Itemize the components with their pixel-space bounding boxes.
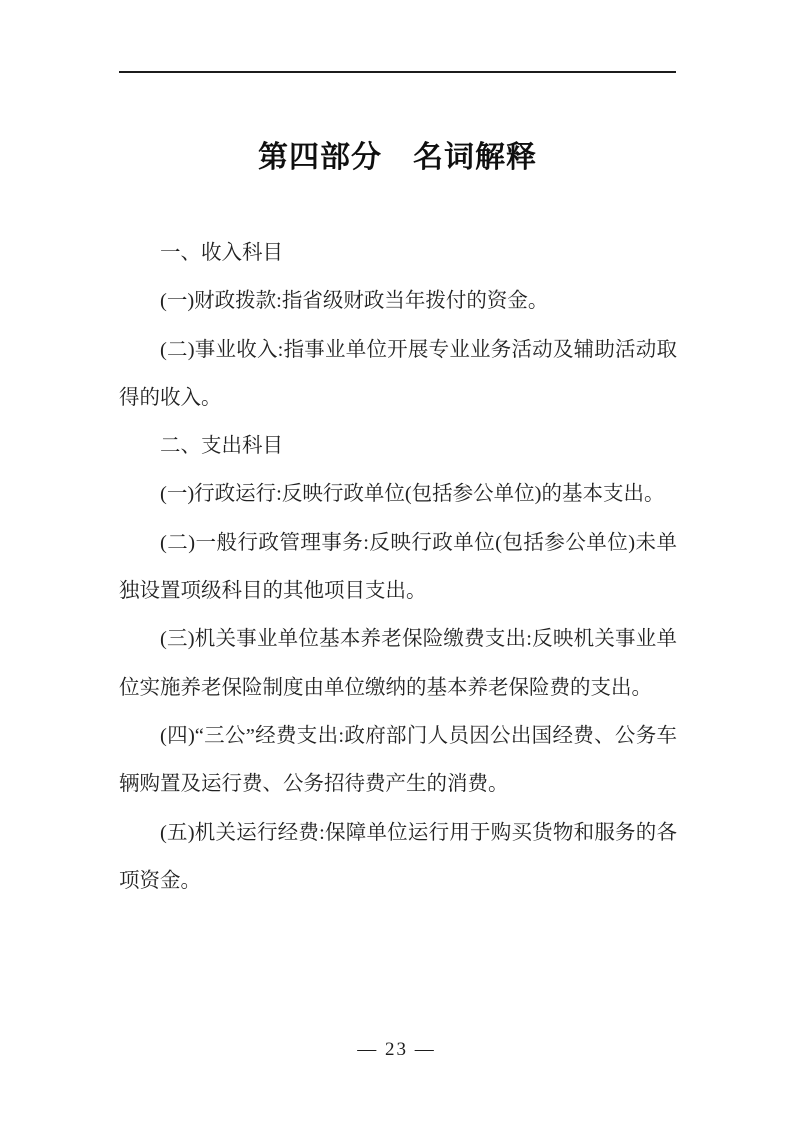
paragraph-heading-expenditure: 二、支出科目 — [160, 435, 283, 458]
paragraph-administrative-operation: (一)行政运行:反映行政单位(包括参公单位)的基本支出。 — [160, 483, 665, 506]
page-number: — 23 — — [357, 1039, 436, 1060]
paragraph-agency-operation-funds: (五)机关运行经费:保障单位运行用于购买货物和服务的各项资金。 — [119, 821, 677, 892]
document-body — [119, 229, 677, 905]
header-divider-line — [119, 71, 676, 73]
paragraph-operational-income: (二)事业收入:指事业单位开展专业业务活动及辅助活动取得的收入。 — [119, 338, 677, 409]
page-footer — [0, 1036, 793, 1064]
page-title: 第四部分 名词解释 — [258, 141, 537, 174]
paragraph-fiscal-appropriation: (一)财政拨款:指省级财政当年拨付的资金。 — [160, 290, 549, 313]
paragraph-pension-contribution: (三)机关事业单位基本养老保险缴费支出:反映机关事业单位实施养老保险制度由单位缴纳的基本养老保险费的支出。 — [119, 628, 677, 699]
paragraph-heading-income: 一、收入科目 — [160, 242, 283, 264]
paragraph-three-public-expenses: (四)“三公”经费支出:政府部门人员因公出国经费、公务车辆购置及运行费、公务招待费产生的消费。 — [119, 724, 677, 796]
paragraph-general-admin-affairs: (二)一般行政管理事务:反映行政单位(包括参公单位)未单独设置项级科目的其他项目支出。 — [119, 531, 677, 603]
